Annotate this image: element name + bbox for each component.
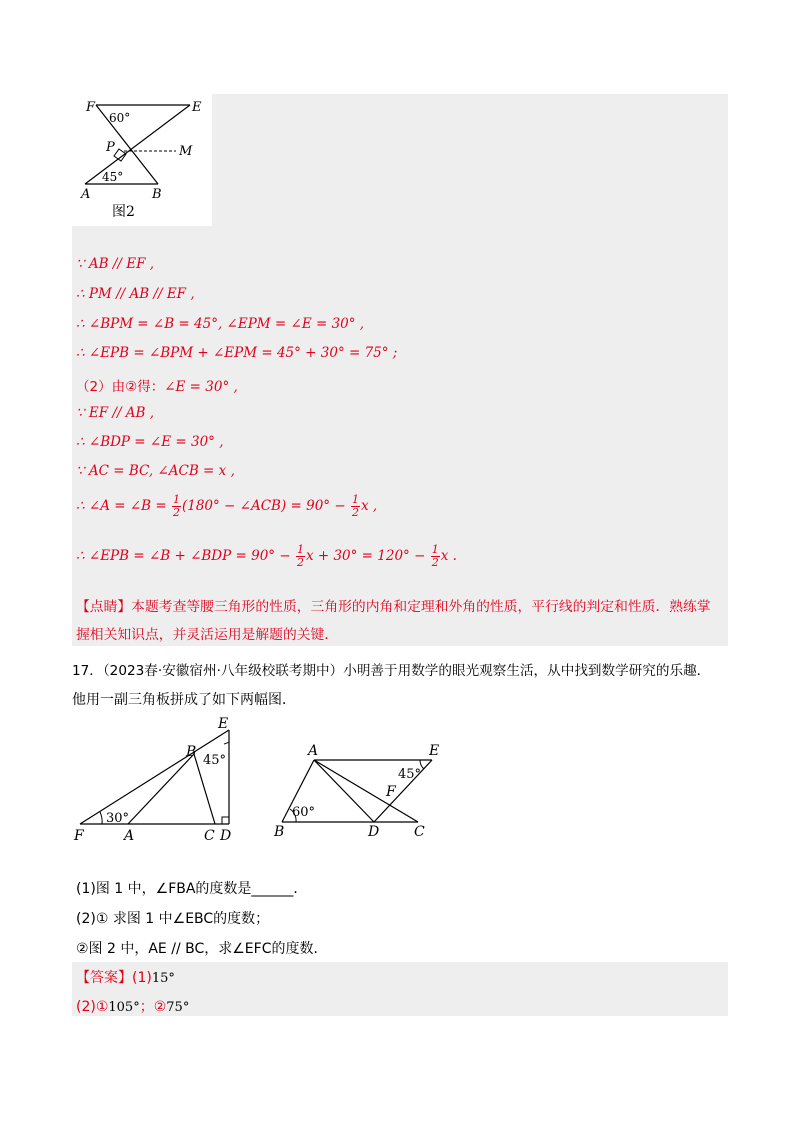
solution-line-1: ∵ AB // EF , xyxy=(76,256,155,272)
fig1-label-D: D xyxy=(220,828,232,844)
fig2b-angle-45: 45° xyxy=(398,767,422,782)
line9-part-c: x , xyxy=(360,498,378,514)
fig2b-label-A: A xyxy=(308,743,319,759)
solution-line-8: ∵ AC = BC, ∠ACB = x , xyxy=(76,463,235,479)
solution-line-10 xyxy=(76,544,457,569)
fig1-label-C: C xyxy=(204,828,215,844)
question-2-1: (2)① 求图 1 中∠EBC的度数； xyxy=(76,911,270,927)
fig2-label-E: E xyxy=(192,100,202,115)
frac-den: 2 xyxy=(431,556,439,569)
line10-part-b: x + 30° = 120° − xyxy=(305,548,426,564)
fig1-label-A: A xyxy=(124,828,135,844)
fig2-label-A: A xyxy=(81,187,91,202)
fig2b-label-F: F xyxy=(386,784,396,800)
fig2-label-M: M xyxy=(179,144,193,159)
line10-part-a: ∴ ∠EPB = ∠B + ∠BDP = 90° − xyxy=(76,548,291,564)
line9-part-b: (180° − ∠ACB) = 90° − xyxy=(181,498,346,514)
fraction-half xyxy=(431,544,440,569)
comment-line-1: 【点睛】本题考查等腰三角形的性质，三角形的内角和定理和外角的性质，平行线的判定和性质．熟练掌 xyxy=(76,599,711,615)
solution-line-2: ∴ PM // AB // EF , xyxy=(76,286,195,302)
fraction-half xyxy=(351,494,360,519)
solution-line-7: ∴ ∠BDP = ∠E = 30° , xyxy=(76,434,224,450)
frac-num: 1 xyxy=(172,493,180,506)
figure-2 xyxy=(72,94,212,226)
comment-line-2: 握相关知识点，并灵活运用是解题的关键． xyxy=(76,627,339,643)
fig1-label-E: E xyxy=(218,716,229,732)
line9-part-a: ∴ ∠A = ∠B = xyxy=(76,498,167,514)
figure-2b-diagram xyxy=(268,736,458,842)
answer-1-value: 15° xyxy=(151,971,175,986)
question-2-2: ②图 2 中，AE // BC，求∠EFC的度数． xyxy=(76,941,328,957)
fig2b-label-C: C xyxy=(414,824,425,840)
solution-line-5 xyxy=(76,375,238,395)
part-2-math: ∠E = 30° , xyxy=(164,379,238,395)
problem-17-line-1: 17．（2023春·安徽宿州·八年级校联考期中）小明善于用数学的眼光观察生活，从中找到数学研究的乐趣． xyxy=(72,663,711,679)
fraction-half xyxy=(172,494,181,519)
answer-2-value-2: 75° xyxy=(166,1000,190,1015)
part-2-prefix: （2）由②得： xyxy=(76,379,165,395)
fig2-label-B: B xyxy=(152,187,162,202)
fig1-label-F: F xyxy=(74,828,84,844)
solution-line-3: ∴ ∠BPM = ∠B = 45°, ∠EPM = ∠E = 30° , xyxy=(76,316,365,332)
answer-2-prefix: (2)① xyxy=(76,999,109,1015)
figure-2-diagram xyxy=(72,94,212,226)
fig2-angle-60: 60° xyxy=(109,111,131,125)
frac-num: 1 xyxy=(431,543,439,556)
fig1-angle-30: 30° xyxy=(106,811,130,826)
frac-num: 1 xyxy=(296,543,304,556)
problem-17-line-2: 他用一副三角板拼成了如下两幅图． xyxy=(72,692,296,708)
fig2b-label-B: B xyxy=(274,824,285,840)
fig2-label-F: F xyxy=(86,100,96,115)
fig2-angle-45: 45° xyxy=(102,170,124,184)
frac-den: 2 xyxy=(172,506,180,519)
fraction-half xyxy=(296,544,305,569)
frac-num: 1 xyxy=(351,493,359,506)
answer-line-2 xyxy=(76,996,189,1016)
solution-line-9 xyxy=(76,494,377,519)
answer-line-1 xyxy=(76,967,175,987)
line10-part-c: x . xyxy=(440,548,457,564)
figure-1-diagram xyxy=(70,712,250,848)
question-1: (1)图 1 中，∠FBA的度数是______． xyxy=(76,881,308,897)
frac-den: 2 xyxy=(296,556,304,569)
solution-line-6: ∵ EF // AB , xyxy=(76,405,155,421)
solution-line-4: ∴ ∠EPB = ∠BPM + ∠EPM = 45° + 30° = 75° ; xyxy=(76,345,398,361)
answer-2-value-1: 105° xyxy=(108,1000,140,1015)
fig2b-angle-60: 60° xyxy=(292,805,316,820)
fig2b-label-E: E xyxy=(429,743,440,759)
answer-1-prefix: (1) xyxy=(132,970,152,986)
fig2-caption: 图2 xyxy=(112,204,135,220)
fig2-label-P: P xyxy=(106,140,115,155)
fig1-label-B: B xyxy=(186,744,197,760)
answer-2-sep: ；② xyxy=(139,999,167,1015)
frac-den: 2 xyxy=(351,506,359,519)
fig1-angle-45: 45° xyxy=(203,753,227,768)
answer-label: 【答案】 xyxy=(76,970,132,986)
fig2b-label-D: D xyxy=(368,824,380,840)
